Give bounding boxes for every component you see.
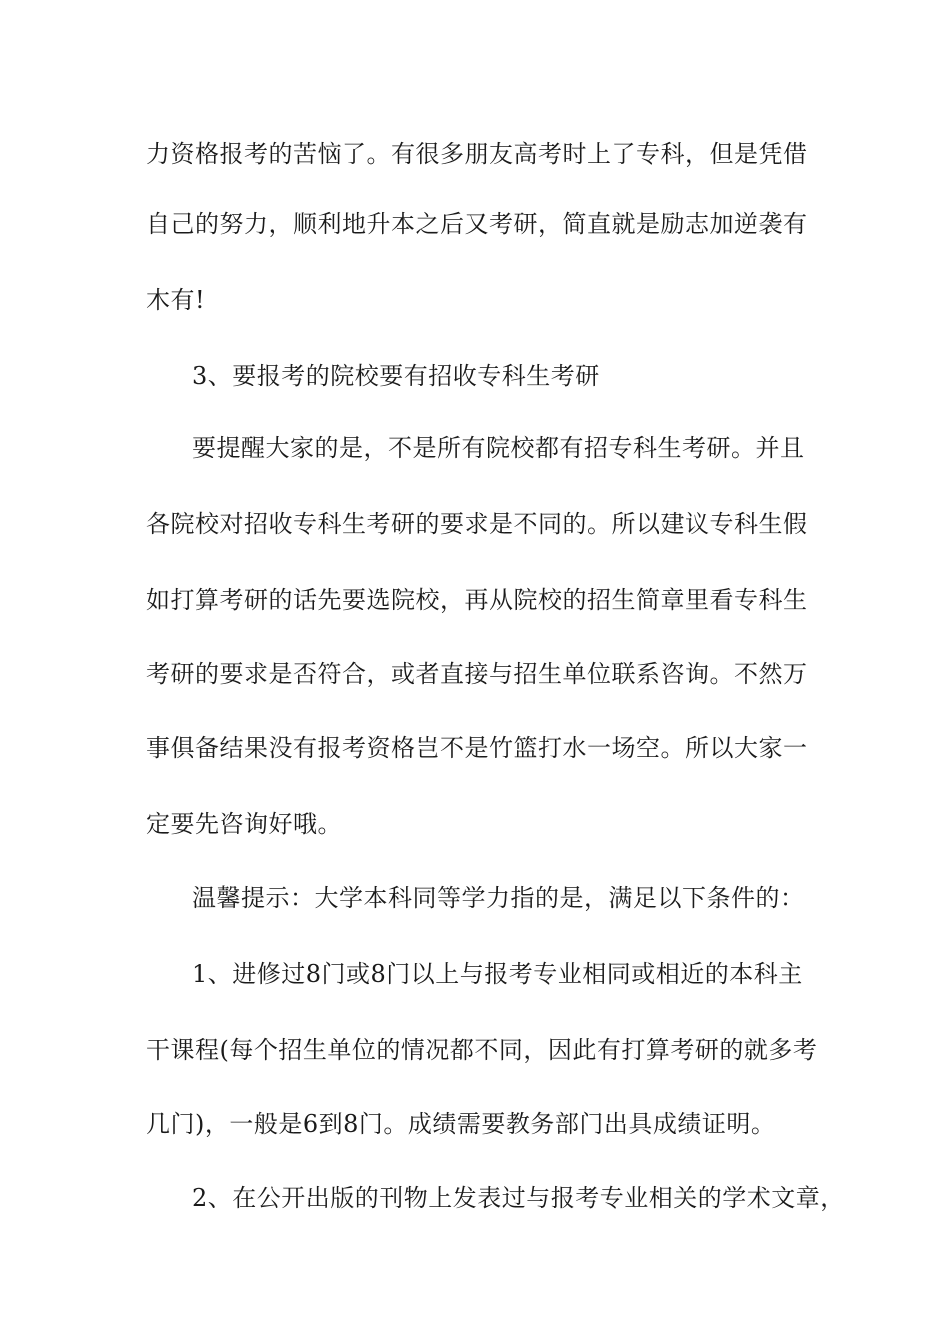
section-heading: 3、要报考的院校要有招收专科生考研 xyxy=(192,362,600,390)
text-line: 如打算考研的话先要选院校，再从院校的招生简章里看专科生 xyxy=(146,586,808,614)
text-line: 几门)，一般是6到8门。成绩需要教务部门出具成绩证明。 xyxy=(146,1110,776,1138)
tip-line: 温馨提示：大学本科同等学力指的是，满足以下条件的： xyxy=(192,884,805,912)
text-line: 力资格报考的苦恼了。有很多朋友高考时上了专科，但是凭借 xyxy=(146,140,808,168)
text-line: 考研的要求是否符合，或者直接与招生单位联系咨询。不然万 xyxy=(146,660,808,688)
text-line: 自己的努力，顺利地升本之后又考研，简直就是励志加逆袭有 xyxy=(146,210,808,238)
text-line: 木有! xyxy=(146,286,206,314)
text-line: 各院校对招收专科生考研的要求是不同的。所以建议专科生假 xyxy=(146,510,808,538)
text-line: 事俱备结果没有报考资格岂不是竹篮打水一场空。所以大家一 xyxy=(146,734,808,762)
list-item: 2、在公开出版的刊物上发表过与报考专业相关的学术文章， xyxy=(192,1184,845,1212)
text-line: 定要先咨询好哦。 xyxy=(146,810,342,838)
list-item: 1、进修过8门或8门以上与报考专业相同或相近的本科主 xyxy=(192,960,803,988)
text-line: 干课程(每个招生单位的情况都不同，因此有打算考研的就多考 xyxy=(146,1036,818,1064)
text-line: 要提醒大家的是，不是所有院校都有招专科生考研。并且 xyxy=(192,434,805,462)
